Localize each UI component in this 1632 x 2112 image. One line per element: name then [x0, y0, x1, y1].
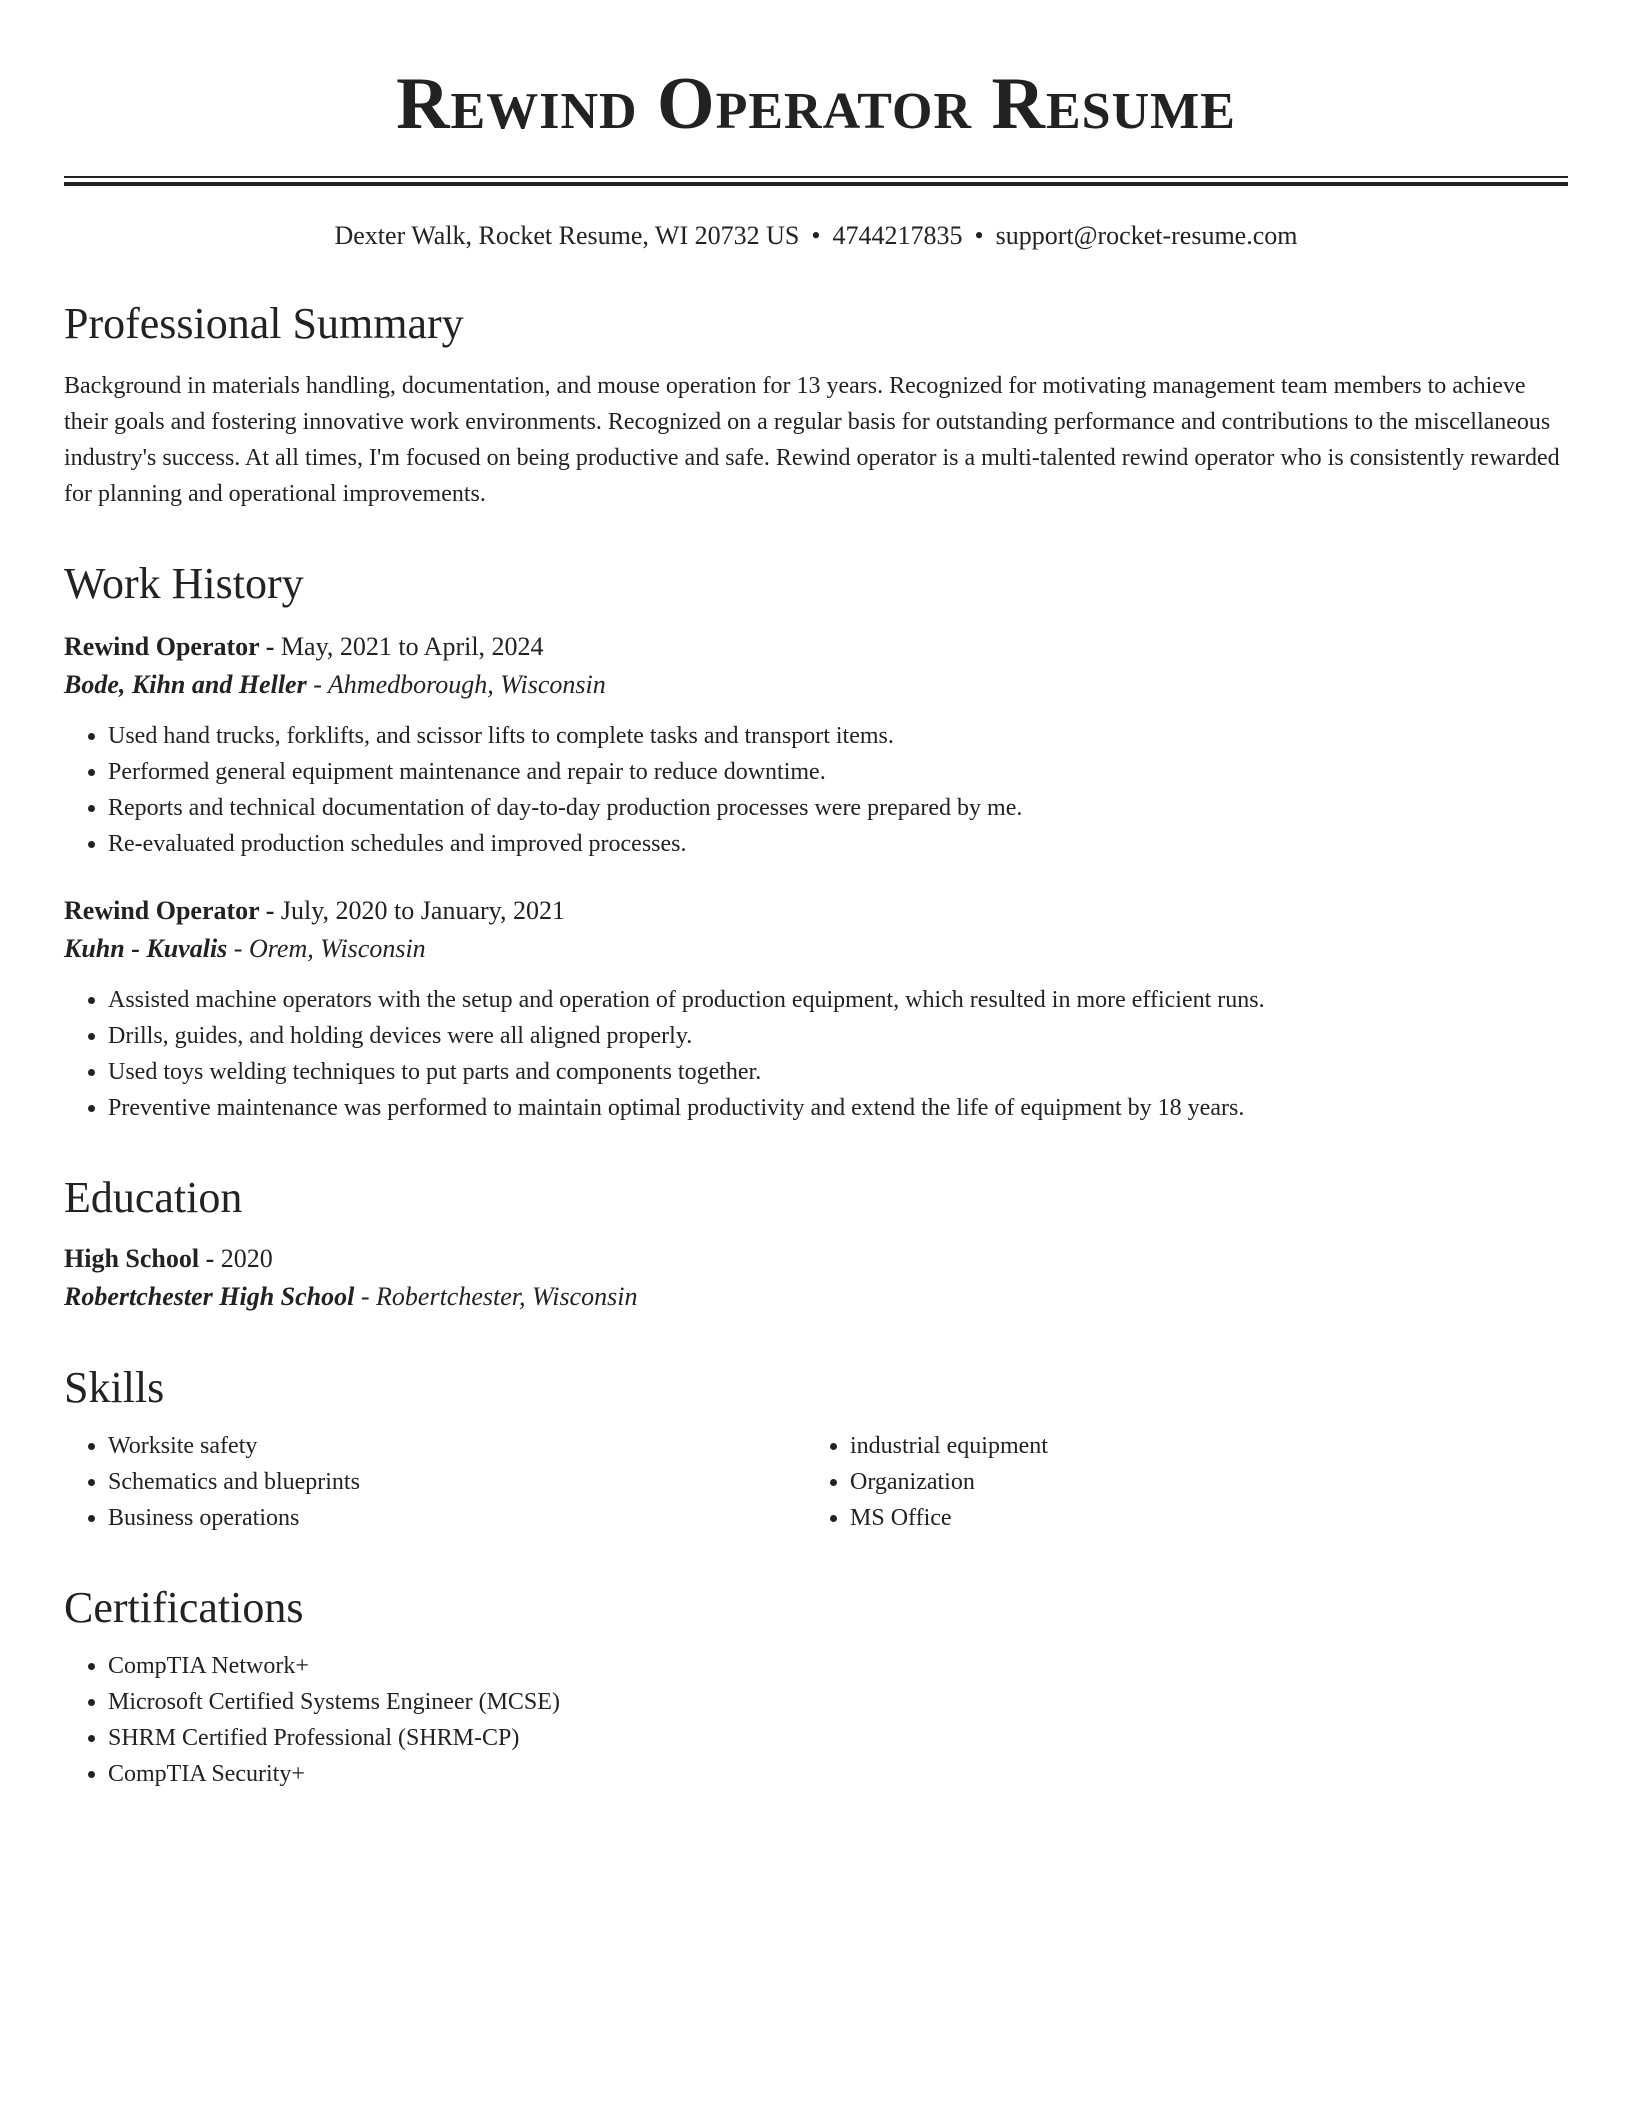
- education-year: 2020: [220, 1244, 273, 1273]
- title-divider: [64, 176, 1568, 186]
- certifications-list: [64, 1648, 1568, 1792]
- education-school-line: Robertchester High School - Robertchester, Wisconsin: [64, 1282, 638, 1311]
- skills-grid: [64, 1428, 1568, 1536]
- job-bullet: • Preventive maintenance was performed to maintain optimal productivity and extend the life of equipment by 18 years.: [108, 1090, 1568, 1126]
- job-bullets: [64, 718, 1568, 862]
- education-location: Robertchester, Wisconsin: [376, 1282, 638, 1311]
- job-bullet: • Drills, guides, and holding devices were all aligned properly.: [108, 1018, 1568, 1054]
- education-degree-line: High School - 2020: [64, 1244, 273, 1273]
- job-bullet: • Reports and technical documentation of day-to-day production processes were prepared by me.: [108, 790, 1568, 826]
- job-entry: [64, 628, 1568, 862]
- certification-item: • CompTIA Network+: [108, 1648, 1568, 1684]
- job-bullets: [64, 982, 1568, 1126]
- contact-separator: •: [974, 221, 984, 250]
- job-title: Rewind Operator: [64, 896, 260, 925]
- contact-email: support@rocket-resume.com: [995, 221, 1298, 250]
- job-dates: July, 2020 to January, 2021: [280, 896, 565, 925]
- job-bullet: • Performed general equipment maintenance and repair to reduce downtime.: [108, 754, 1568, 790]
- job-entry: [64, 892, 1568, 1126]
- skill-item: • Worksite safety: [108, 1428, 806, 1464]
- job-title-line: Rewind Operator - July, 2020 to January, 2021: [64, 896, 565, 925]
- contact-phone: 4744217835: [832, 221, 963, 250]
- job-bullet: • Used toys welding techniques to put parts and components together.: [108, 1054, 1568, 1090]
- job-company: Bode, Kihn and Heller: [64, 670, 307, 699]
- job-bullet: • Assisted machine operators with the setup and operation of production equipment, which resulted in more efficient runs.: [108, 982, 1568, 1018]
- skills-heading: Skills: [64, 1363, 165, 1412]
- skills-column-right: [806, 1428, 1548, 1536]
- skill-item: • Schematics and blueprints: [108, 1464, 806, 1500]
- resume-title: Rewind Operator Resume: [396, 63, 1236, 145]
- certification-item: • CompTIA Security+: [108, 1756, 1568, 1792]
- job-bullet: • Re-evaluated production schedules and improved processes.: [108, 826, 1568, 862]
- certification-item: • Microsoft Certified Systems Engineer (MCSE): [108, 1684, 1568, 1720]
- summary-text: Background in materials handling, documentation, and mouse operation for 13 years. Recognized for motivating management team members to achieve their goals and fostering innovative work environments. Recognized on a regular basis for outstanding performance and contributions to the miscellaneous industry's success. At all times, I'm focused on being productive and safe. Rewind operator is a multi-talented rewind operator who is consistently rewarded for planning and operational improvements.: [64, 373, 1560, 507]
- education-degree: High School: [64, 1244, 200, 1273]
- job-title-line: Rewind Operator - May, 2021 to April, 2024: [64, 632, 544, 661]
- contact-address: Dexter Walk, Rocket Resume, WI 20732 US: [334, 221, 800, 250]
- education-heading: Education: [64, 1173, 243, 1222]
- skill-item: • Business operations: [108, 1500, 806, 1536]
- certifications-heading: Certifications: [64, 1583, 304, 1632]
- summary-heading: Professional Summary: [64, 299, 464, 348]
- job-company: Kuhn - Kuvalis: [64, 934, 228, 963]
- job-company-line: Bode, Kihn and Heller - Ahmedborough, Wisconsin: [64, 670, 606, 699]
- skill-item: • industrial equipment: [850, 1428, 1548, 1464]
- education-entry: [64, 1240, 1568, 1316]
- skill-item: • MS Office: [850, 1500, 1548, 1536]
- job-title: Rewind Operator: [64, 632, 260, 661]
- job-bullet: • Used hand trucks, forklifts, and scissor lifts to complete tasks and transport items.: [108, 718, 1568, 754]
- job-location: Orem, Wisconsin: [248, 934, 426, 963]
- skill-item: • Organization: [850, 1464, 1548, 1500]
- job-company-line: Kuhn - Kuvalis - Orem, Wisconsin: [64, 934, 426, 963]
- contact-line: [64, 220, 1568, 252]
- certification-item: • SHRM Certified Professional (SHRM-CP): [108, 1720, 1568, 1756]
- job-location: Ahmedborough, Wisconsin: [327, 670, 606, 699]
- work-history-heading: Work History: [64, 559, 304, 608]
- skills-column-left: [64, 1428, 806, 1536]
- education-school: Robertchester High School: [64, 1282, 355, 1311]
- contact-separator: •: [811, 221, 821, 250]
- job-dates: May, 2021 to April, 2024: [280, 632, 544, 661]
